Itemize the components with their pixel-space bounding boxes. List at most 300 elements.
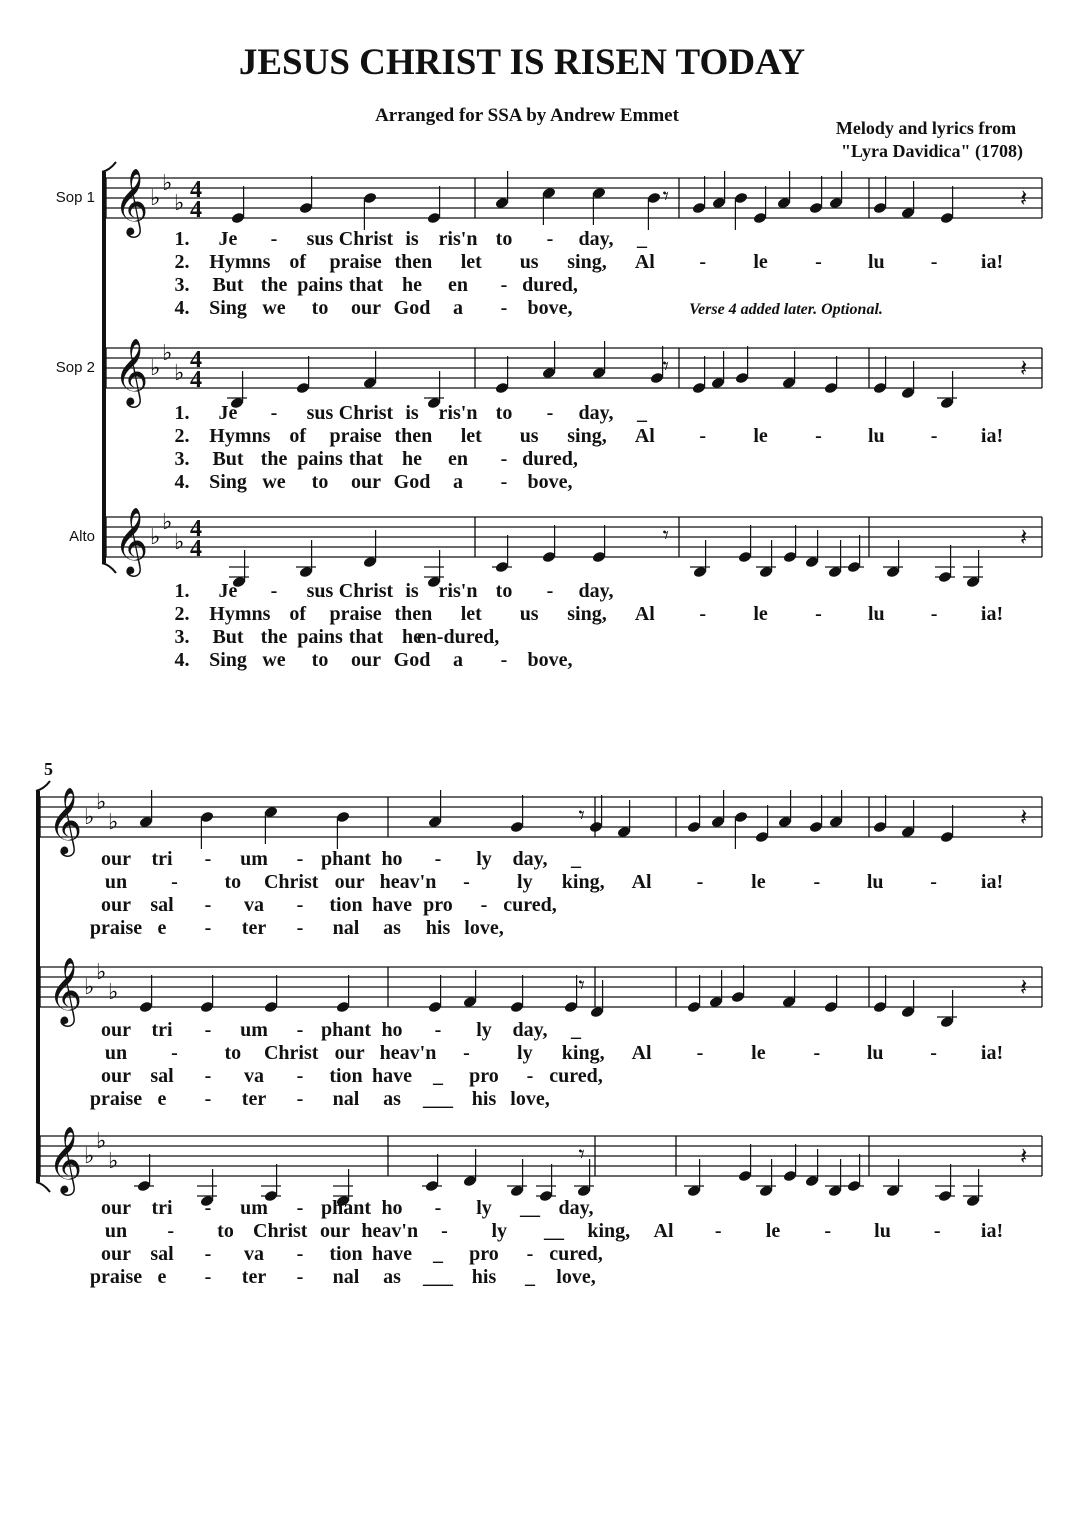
lyric-syllable: - xyxy=(296,848,304,870)
lyric-syllable: en xyxy=(448,274,468,296)
eighth-rest-icon: 𝄾 xyxy=(662,182,670,210)
lyric-syllable: - xyxy=(546,402,554,424)
lyric-syllable: pro xyxy=(469,1243,499,1265)
lyric-syllable: _ xyxy=(433,1243,443,1265)
lyric-syllable: Hymns xyxy=(209,425,271,447)
part-label-alto: Alto xyxy=(69,528,95,545)
lyric-syllable: bove, xyxy=(527,649,573,671)
lyric-syllable: Al xyxy=(634,251,655,273)
lyric-syllable: e xyxy=(157,917,167,939)
lyric-syllable: a xyxy=(453,649,463,671)
lyric-syllable: day, xyxy=(578,228,614,250)
lyric-syllable: - xyxy=(526,1243,534,1265)
lyric-syllable: God xyxy=(393,471,431,493)
lyric-syllable: praise xyxy=(329,603,382,625)
key-signature-flat: ♭ xyxy=(84,1144,95,1169)
lyric-syllable: dured, xyxy=(522,274,578,296)
lyric-syllable: ho xyxy=(381,848,403,870)
lyric-syllable: our xyxy=(351,297,381,319)
lyric-syllable: cured, xyxy=(549,1065,603,1087)
lyric-syllable: un xyxy=(104,871,128,893)
lyric-syllable: 4. xyxy=(174,471,190,493)
lyric-syllable: sus xyxy=(306,402,334,424)
lyric-syllable: ly xyxy=(491,1220,508,1242)
lyric-syllable: va xyxy=(244,894,264,916)
lyric-syllable: - xyxy=(434,1197,442,1219)
lyric-syllable: Sing xyxy=(209,649,247,671)
lyric-syllable: our xyxy=(101,1243,131,1265)
lyric-syllable: as xyxy=(383,1088,401,1110)
lyric-syllable: 1. xyxy=(174,402,190,424)
lyric-syllable: let xyxy=(460,425,482,447)
lyric-syllable: _ xyxy=(571,848,581,870)
lyric-syllable: to xyxy=(224,871,242,893)
key-signature-flat: ♭ xyxy=(174,530,185,555)
staff-sop2-system-1 xyxy=(56,337,1042,493)
lyric-syllable: - xyxy=(296,1197,304,1219)
lyric-syllable: Hymns xyxy=(209,251,271,273)
lyric-syllable: - xyxy=(933,1220,941,1242)
lyric-syllable: God xyxy=(393,649,431,671)
lyric-syllable: to xyxy=(311,471,329,493)
lyric-syllable: sal xyxy=(150,1243,174,1265)
lyric-syllable: our xyxy=(334,1042,365,1064)
lyric-syllable: But xyxy=(212,448,244,470)
lyric-syllable: le xyxy=(751,1042,766,1064)
lyric-syllable: lu xyxy=(867,425,885,447)
lyric-syllable: ia! xyxy=(980,1220,1004,1242)
lyric-syllable: - xyxy=(500,649,508,671)
lyric-syllable: God xyxy=(393,297,431,319)
lyric-syllable: ter xyxy=(241,1266,267,1288)
lyric-syllable: us xyxy=(519,251,539,273)
part-label-sop1: Sop 1 xyxy=(55,189,95,206)
lyric-syllable: - xyxy=(296,917,304,939)
eighth-rest-icon: 𝄾 xyxy=(662,521,670,549)
staff-sop1-system-1 xyxy=(56,167,1042,319)
staff-alto-system-2 xyxy=(40,1125,1042,1288)
lyric-syllable: praise xyxy=(329,251,382,273)
lyric-syllable: dured, xyxy=(522,448,578,470)
lyric-syllable: Christ xyxy=(263,1042,319,1064)
lyric-syllable: as xyxy=(383,917,401,939)
lyric-syllable: heav'n xyxy=(379,871,437,893)
quarter-rest-icon: 𝄽 xyxy=(1020,523,1028,551)
key-signature-flat: ♭ xyxy=(108,1149,119,1174)
measure-number: 5 xyxy=(44,759,53,779)
lyric-syllable: praise xyxy=(329,425,382,447)
lyric-syllable: Je xyxy=(218,402,238,424)
lyric-syllable: phant xyxy=(320,1019,372,1041)
lyric-syllable: le xyxy=(751,871,766,893)
lyric-syllable: nal xyxy=(332,917,360,939)
lyric-syllable: we xyxy=(262,649,286,671)
lyric-syllable: - xyxy=(171,1042,178,1064)
lyric-syllable: pains xyxy=(297,626,343,648)
lyric-syllable: ___ xyxy=(423,1088,453,1110)
lyric-syllable: - xyxy=(500,448,508,470)
lyric-syllable: of xyxy=(289,603,307,625)
lyric-syllable: ho xyxy=(381,1019,403,1041)
lyric-syllable: - xyxy=(696,871,704,893)
lyric-syllable: day, xyxy=(558,1197,594,1219)
lyric-syllable: - xyxy=(813,1042,821,1064)
lyric-syllable: ter xyxy=(241,917,267,939)
lyric-syllable: But xyxy=(212,626,244,648)
lyric-syllable: the xyxy=(260,626,288,648)
lyric-syllable: praise xyxy=(89,1266,143,1288)
lyric-syllable: - xyxy=(930,251,938,273)
lyric-syllable: _ xyxy=(525,1266,535,1288)
lyric-syllable: 2. xyxy=(174,251,190,273)
lyric-syllable: cured, xyxy=(503,894,557,916)
lyric-syllable: Hymns xyxy=(209,603,271,625)
quarter-rest-icon: 𝄽 xyxy=(1020,184,1028,212)
lyric-syllable: - xyxy=(204,1088,212,1110)
lyric-syllable: - xyxy=(815,425,822,447)
lyric-syllable: Christ xyxy=(338,580,394,602)
time-signature-numerator: 4 xyxy=(190,516,202,542)
quarter-rest-icon: 𝄽 xyxy=(1020,1142,1028,1170)
lyric-syllable: sing, xyxy=(567,251,607,273)
key-signature-flat: ♭ xyxy=(108,980,119,1005)
key-signature-flat: ♭ xyxy=(96,1129,107,1154)
lyric-syllable: lu xyxy=(867,251,885,273)
lyric-syllable: to xyxy=(311,297,329,319)
lyric-syllable: - xyxy=(204,917,212,939)
verse-4-note: Verse 4 added later. Optional. xyxy=(689,301,883,318)
song-title: JESUS CHRIST IS RISEN TODAY xyxy=(238,42,806,83)
lyric-syllable: - xyxy=(813,871,821,893)
lyric-syllable: we xyxy=(262,297,286,319)
lyric-syllable: - xyxy=(696,1042,704,1064)
lyric-syllable: tion xyxy=(329,1065,363,1087)
lyric-syllable: to xyxy=(217,1220,234,1242)
time-signature-denominator: 4 xyxy=(190,197,202,223)
lyric-syllable: ly xyxy=(517,1042,533,1064)
lyric-syllable: - xyxy=(296,1266,304,1288)
lyric-syllable: bove, xyxy=(527,471,573,493)
lyric-syllable: we xyxy=(262,471,286,493)
lyric-syllable: tri xyxy=(151,1019,173,1041)
lyric-syllable: as xyxy=(383,1266,401,1288)
lyric-syllable: - xyxy=(500,297,508,319)
lyric-syllable: bove, xyxy=(527,297,573,319)
lyric-syllable: um xyxy=(240,1197,268,1219)
lyric-syllable: our xyxy=(101,1065,131,1087)
lyric-syllable: - xyxy=(204,848,212,870)
lyric-syllable: Al xyxy=(631,871,652,893)
lyric-syllable: _ xyxy=(637,228,647,250)
lyric-syllable: lu xyxy=(866,1042,884,1064)
key-signature-flat: ♭ xyxy=(162,341,173,366)
lyric-syllable: ia! xyxy=(980,1042,1004,1064)
key-signature-flat: ♭ xyxy=(84,805,95,830)
lyric-syllable: ia! xyxy=(980,425,1004,447)
lyric-syllable: ly xyxy=(476,1197,492,1219)
lyric-syllable: - xyxy=(930,871,937,893)
lyric-syllable: love, xyxy=(556,1266,596,1288)
lyric-syllable: - xyxy=(526,1065,534,1087)
lyric-syllable: - xyxy=(270,228,278,250)
lyric-syllable: - xyxy=(434,1019,442,1041)
lyric-syllable: of xyxy=(289,251,307,273)
lyric-syllable: - xyxy=(500,471,508,493)
lyric-syllable: un xyxy=(104,1042,128,1064)
eighth-rest-icon: 𝄾 xyxy=(578,1140,585,1168)
lyric-syllable: heav'n xyxy=(379,1042,437,1064)
eighth-rest-icon: 𝄾 xyxy=(662,352,670,380)
lyric-syllable: sus xyxy=(306,580,334,602)
lyric-syllable: ly xyxy=(476,848,492,870)
lyric-syllable: Je xyxy=(218,228,238,250)
lyric-syllable: sing, xyxy=(567,603,607,625)
lyric-syllable: _ xyxy=(433,1065,443,1087)
lyric-syllable: le xyxy=(765,1220,781,1242)
lyric-syllable: - xyxy=(441,1220,448,1242)
lyric-syllable: pains xyxy=(297,448,343,470)
lyric-syllable: our xyxy=(101,1197,131,1219)
lyric-syllable: tion xyxy=(329,894,363,916)
lyric-syllable: day, xyxy=(512,848,548,870)
lyric-syllable: - xyxy=(463,1042,470,1064)
source-credit-line-2: "Lyra Davidica" (1708) xyxy=(841,141,1023,161)
lyric-syllable: 4. xyxy=(174,649,190,671)
lyric-syllable: le xyxy=(753,603,768,625)
lyric-syllable: pains xyxy=(297,274,343,296)
lyric-syllable: le xyxy=(753,425,768,447)
lyric-syllable: our xyxy=(351,649,381,671)
treble-clef-icon: 𝄞 xyxy=(114,167,149,235)
time-signature-numerator: 4 xyxy=(190,347,202,373)
lyric-syllable: phant xyxy=(320,848,372,870)
treble-clef-icon: 𝄞 xyxy=(48,786,83,854)
lyric-syllable: the xyxy=(260,448,288,470)
lyric-syllable: - xyxy=(546,228,554,250)
lyric-syllable: tri xyxy=(151,848,173,870)
lyric-syllable: pro xyxy=(469,1065,499,1087)
lyric-syllable: __ xyxy=(544,1220,564,1242)
lyric-syllable: Christ xyxy=(263,871,319,893)
system-2 xyxy=(36,759,1042,1288)
lyric-syllable: 3. xyxy=(174,448,190,470)
lyric-syllable: - xyxy=(204,1266,212,1288)
staff-sop2-system-2 xyxy=(40,956,1042,1110)
lyric-syllable: cured, xyxy=(549,1243,603,1265)
lyric-syllable: heav'n xyxy=(361,1220,419,1242)
lyric-syllable: Je xyxy=(218,580,238,602)
lyric-syllable: to xyxy=(495,228,513,250)
lyric-syllable: - xyxy=(930,425,938,447)
lyric-syllable: - xyxy=(296,1019,304,1041)
lyric-syllable: sal xyxy=(150,1065,174,1087)
lyric-syllable: - xyxy=(296,1243,304,1265)
lyric-syllable: en xyxy=(448,448,468,470)
lyric-syllable: have xyxy=(372,1243,412,1265)
lyric-syllable: e xyxy=(157,1088,167,1110)
lyric-syllable: ris'n xyxy=(438,402,478,424)
lyric-syllable: - xyxy=(699,603,707,625)
lyric-syllable: the xyxy=(260,274,288,296)
lyric-syllable: Sing xyxy=(209,297,247,319)
lyric-syllable: 3. xyxy=(174,626,190,648)
lyric-syllable: va xyxy=(244,1065,264,1087)
lyric-syllable: lu xyxy=(874,1220,891,1242)
quarter-rest-icon: 𝄽 xyxy=(1020,803,1028,831)
lyric-syllable: - xyxy=(699,425,707,447)
lyric-syllable: then xyxy=(394,425,433,447)
lyric-syllable: he xyxy=(402,626,422,648)
system-1 xyxy=(56,162,1042,671)
lyric-syllable: day, xyxy=(578,402,614,424)
lyric-syllable: have xyxy=(372,894,412,916)
key-signature-flat: ♭ xyxy=(150,525,161,550)
lyric-syllable: to xyxy=(495,402,513,424)
quarter-rest-icon: 𝄽 xyxy=(1020,354,1028,382)
lyric-syllable: us xyxy=(519,603,539,625)
key-signature-flat: ♭ xyxy=(96,790,107,815)
lyric-syllable: us xyxy=(519,425,539,447)
lyric-syllable: - xyxy=(296,1065,304,1087)
lyric-syllable: ___ xyxy=(423,1266,453,1288)
lyric-syllable: - xyxy=(546,580,554,602)
lyric-syllable: of xyxy=(289,425,307,447)
lyric-syllable: he xyxy=(402,274,422,296)
lyric-syllable: Al xyxy=(653,1220,674,1242)
lyric-syllable: un xyxy=(104,1220,128,1242)
lyric-syllable: But xyxy=(212,274,244,296)
lyric-syllable: lu xyxy=(866,871,884,893)
lyric-syllable: is xyxy=(405,580,419,602)
treble-clef-icon: 𝄞 xyxy=(48,1125,83,1193)
lyric-syllable: our xyxy=(101,894,131,916)
lyric-syllable: love, xyxy=(510,1088,550,1110)
staff-alto-system-1 xyxy=(69,506,1042,671)
source-credit-line-1: Melody and lyrics from xyxy=(835,118,1017,138)
lyric-syllable: - xyxy=(296,1088,304,1110)
lyric-syllable: e xyxy=(157,1266,167,1288)
lyric-syllable: ia! xyxy=(980,603,1004,625)
key-signature-flat: ♭ xyxy=(174,191,185,216)
part-label-sop2: Sop 2 xyxy=(55,359,95,376)
lyric-syllable: - xyxy=(500,274,508,296)
lyric-syllable: _ xyxy=(637,402,647,424)
lyric-syllable: 2. xyxy=(174,425,190,447)
lyric-syllable: - xyxy=(270,580,278,602)
lyric-syllable: - xyxy=(699,251,707,273)
lyric-syllable: - xyxy=(434,848,442,870)
staff-sop1-system-2 xyxy=(40,786,1042,939)
key-signature-flat: ♭ xyxy=(150,186,161,211)
lyric-syllable: Christ xyxy=(253,1220,308,1242)
lyric-syllable: 3. xyxy=(174,274,190,296)
key-signature-flat: ♭ xyxy=(96,960,107,985)
lyric-syllable: our xyxy=(351,471,381,493)
lyric-syllable: to xyxy=(311,649,329,671)
key-signature-flat: ♭ xyxy=(108,810,119,835)
lyric-syllable: let xyxy=(460,603,482,625)
time-signature-denominator: 4 xyxy=(190,536,202,562)
lyric-syllable: - xyxy=(167,1220,175,1242)
lyric-syllable: to xyxy=(495,580,513,602)
lyric-syllable: tri xyxy=(151,1197,173,1219)
lyric-syllable: 2. xyxy=(174,603,190,625)
key-signature-flat: ♭ xyxy=(84,975,95,1000)
lyric-syllable: his xyxy=(425,917,451,939)
lyric-syllable: a xyxy=(453,471,463,493)
lyric-syllable: ris'n xyxy=(438,580,478,602)
lyric-syllable: he xyxy=(402,448,422,470)
lyric-syllable: 1. xyxy=(174,580,190,602)
lyric-syllable: sus xyxy=(306,228,334,250)
lyric-syllable: that xyxy=(348,274,384,296)
lyric-syllable: ia! xyxy=(980,871,1004,893)
lyric-syllable: - xyxy=(815,603,822,625)
eighth-rest-icon: 𝄾 xyxy=(578,971,585,999)
lyric-syllable: Christ xyxy=(338,402,394,424)
lyric-syllable: - xyxy=(204,1197,212,1219)
lyric-syllable: is xyxy=(405,228,419,250)
lyric-syllable: then xyxy=(394,603,433,625)
arranger-credit: Arranged for SSA by Andrew Emmet xyxy=(375,105,679,126)
lyric-syllable: - xyxy=(204,1065,212,1087)
lyric-syllable: that xyxy=(348,626,384,648)
lyric-syllable: ly xyxy=(476,1019,492,1041)
lyric-syllable: - xyxy=(296,894,304,916)
lyric-syllable: phant xyxy=(320,1197,372,1219)
lyric-syllable: then xyxy=(394,251,433,273)
lyric-syllable: - xyxy=(463,871,470,893)
lyric-syllable: ter xyxy=(241,1088,267,1110)
lyric-syllable: - xyxy=(815,251,822,273)
lyric-syllable: Sing xyxy=(209,471,247,493)
lyric-syllable: sing, xyxy=(567,425,607,447)
lyric-syllable: - xyxy=(204,1019,212,1041)
time-signature-numerator: 4 xyxy=(190,177,202,203)
lyric-syllable: 4. xyxy=(174,297,190,319)
lyric-syllable: le xyxy=(753,251,768,273)
treble-clef-icon: 𝄞 xyxy=(114,337,149,405)
key-signature-flat: ♭ xyxy=(162,171,173,196)
quarter-rest-icon: 𝄽 xyxy=(1020,973,1028,1001)
lyric-syllable: our xyxy=(101,1019,131,1041)
lyric-syllable: um xyxy=(240,1019,268,1041)
lyric-syllable: - xyxy=(171,871,178,893)
lyric-syllable: king, xyxy=(561,1042,605,1064)
lyric-syllable: our xyxy=(101,848,131,870)
lyric-syllable: - xyxy=(204,894,212,916)
lyric-syllable: to xyxy=(224,1042,242,1064)
lyric-syllable: pro xyxy=(423,894,453,916)
key-signature-flat: ♭ xyxy=(174,361,185,386)
lyric-syllable: Al xyxy=(634,425,655,447)
lyric-syllable: um xyxy=(240,848,268,870)
treble-clef-icon: 𝄞 xyxy=(48,956,83,1024)
lyric-syllable: tion xyxy=(329,1243,363,1265)
lyric-syllable: lu xyxy=(867,603,885,625)
lyric-syllable: day, xyxy=(578,580,614,602)
lyric-syllable: nal xyxy=(332,1088,360,1110)
lyric-syllable: Christ xyxy=(338,228,394,250)
key-signature-flat: ♭ xyxy=(162,510,173,535)
lyric-syllable: __ xyxy=(520,1197,540,1219)
lyric-syllable: Al xyxy=(631,1042,652,1064)
lyric-syllable: va xyxy=(244,1243,264,1265)
lyric-syllable: - xyxy=(930,603,938,625)
lyric-syllable: praise xyxy=(89,1088,143,1110)
lyric-syllable: a xyxy=(453,297,463,319)
time-signature-denominator: 4 xyxy=(190,367,202,393)
